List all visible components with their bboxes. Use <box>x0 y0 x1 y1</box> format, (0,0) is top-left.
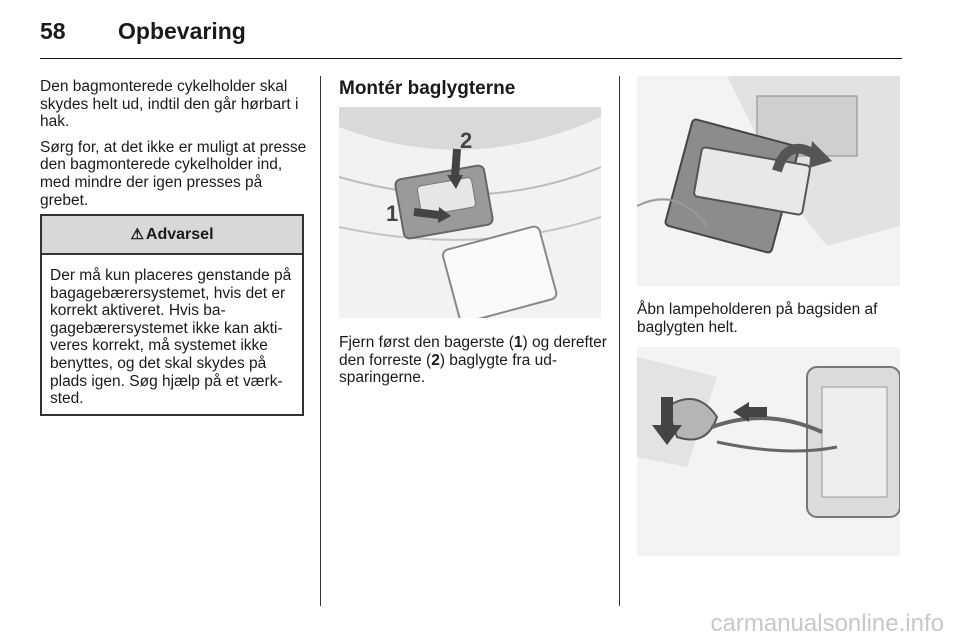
bulb-holder-illustration <box>637 347 900 556</box>
figure-lamp-holder-open <box>637 76 900 286</box>
section-title: Montér baglygterne <box>339 78 516 99</box>
warning-text: Der må kun placeres genstande på bagagebærersystemet, hvis det er korrekt aktiveret. Hvis bagagebærersystemet ikke kan aktiveres korrekt, må systemet ikke benyttes, og det skal skydes på plads igen. Søg hjælp på et værksted. <box>50 267 292 408</box>
warning-header <box>42 216 302 255</box>
page-header <box>40 18 900 60</box>
page-title: Opbevaring <box>118 18 246 44</box>
ref-1: 1 <box>513 334 523 351</box>
column-divider-right <box>619 76 620 606</box>
paragraph-2: Sørg for, at det ikke er muligt at presse den bagmonterede cykelholder ind, med mindre der igen presses på grebet. <box>40 138 307 209</box>
left-column-text <box>40 78 308 217</box>
middle-caption: Fjern først den bagerste (1) og derefter den forreste (2) baglygte fra udsparingerne. <box>339 334 607 387</box>
arrow-1-icon <box>414 212 439 215</box>
paragraph-1: Den bagmonterede cykelholder skal skydes helt ud, indtil den går hørbart i hak. <box>40 78 299 131</box>
watermark: carmanualsonline.info <box>710 610 944 637</box>
column-divider-left <box>320 76 321 606</box>
warning-triangle-icon: ⚠ <box>130 226 144 243</box>
figure-bulb-holder <box>637 347 900 556</box>
header-rule <box>40 58 902 59</box>
figure-label-2: 2 <box>460 128 473 153</box>
lamp-holder-illustration <box>637 76 900 286</box>
figure-label-1: 1 <box>386 201 399 226</box>
page-number: 58 <box>40 18 66 44</box>
figure-tail-light-removal <box>339 107 601 318</box>
warning-title: Advarsel <box>145 226 214 243</box>
ref-2: 2 <box>431 351 440 369</box>
arrow-2-icon <box>455 149 457 177</box>
warning-box <box>40 214 304 416</box>
right-caption: Åbn lampeholderen på bagsiden af baglygten helt. <box>637 301 878 336</box>
